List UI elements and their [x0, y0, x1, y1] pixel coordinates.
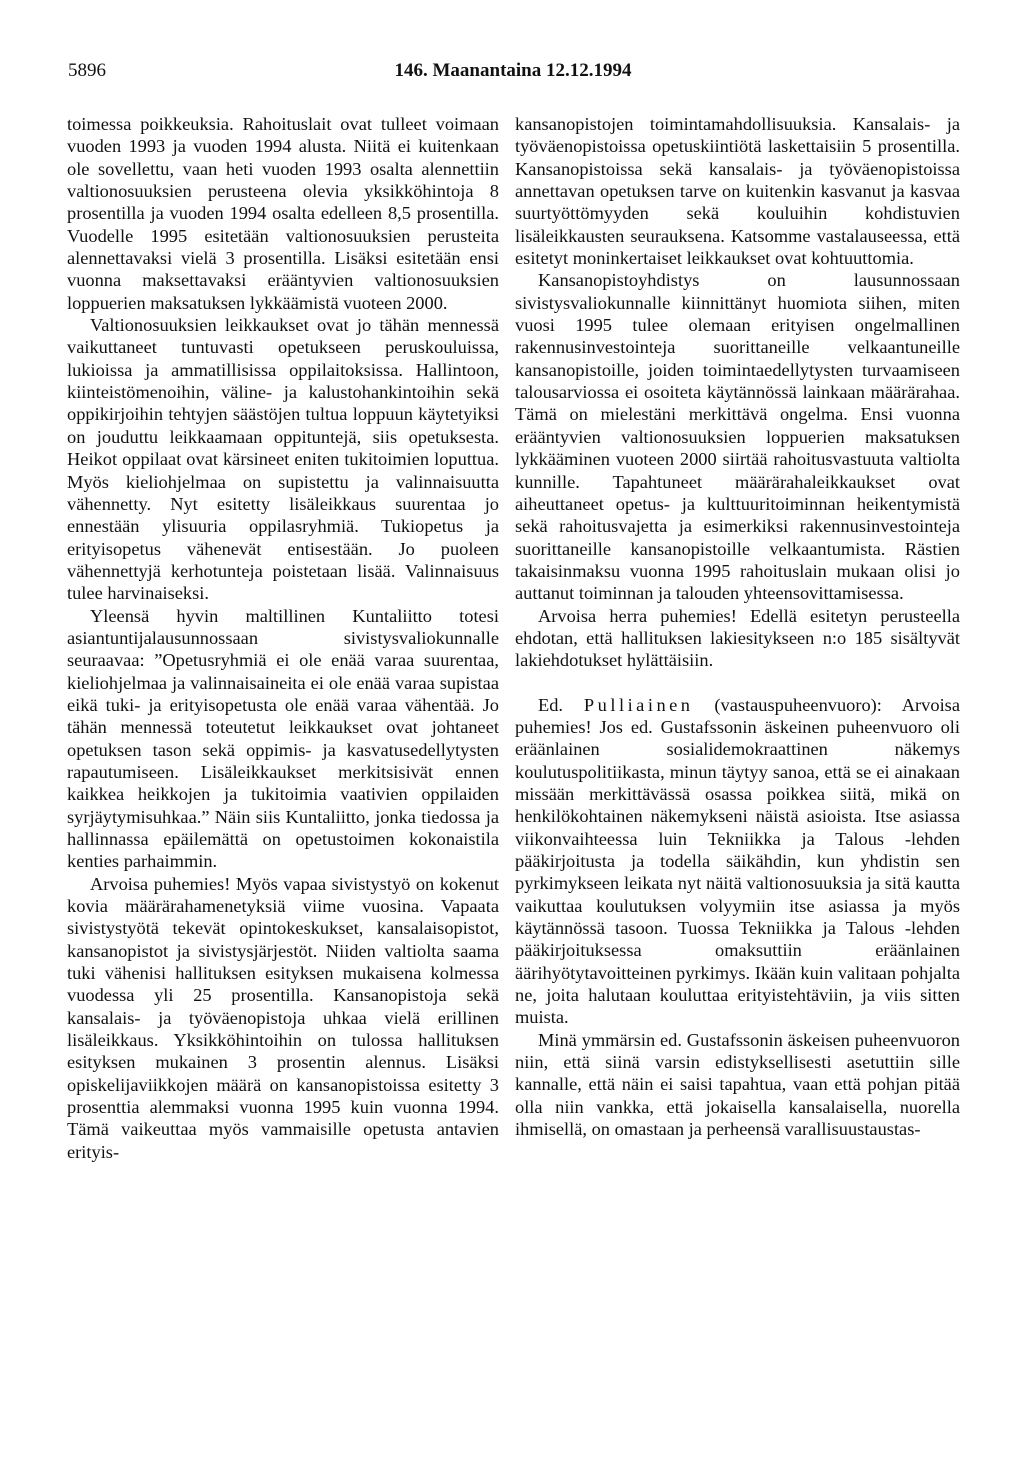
session-title: 146. Maanantaina 12.12.1994	[394, 60, 632, 81]
left-column	[67, 113, 499, 1163]
paragraph: kansanopistojen toimintamahdollisuuksia. Kansalais- ja työväenopistoissa opetuskiintiötä laskettaisiin 5 prosentilla. Kansanopistoissa sekä kansalais- ja työväenopistoissa annettavan opetuksen tarve on kuitenkin kasvanut ja kasvaa suurtyöttömyyden sekä kouluihin kohdistuvien lisäleikkausten seurauksena. Katsomme vastalauseessa, että esitetyt moninkertaiset leikkaukset ovat kohtuuttomia.	[515, 114, 960, 269]
paragraph: Yleensä hyvin maltillinen Kuntaliitto totesi asiantuntijalausunnossaan sivistysvaliokunnalle seuraavaa: ”Opetusryhmiä ei ole enää varaa suurentaa, kieliohjelmaa ja valinnaisaineita ei ole enää varaa supistaa eikä tuki- ja erityisopetusta ole enää varaa vähentää. Jo tähän mennessä toteutetut leikkaukset ovat johtaneet opetuksen tason sekä oppimis- ja kasvatusedellytysten rapautumiseen. Lisäleikkaukset merkitsisivät ennen kaikkea heikkojen ja tukitoimia vaativien oppilaiden syrjäytymisuhkaa.” Näin siis Kuntaliitto, jonka tiedossa ja hallinnassa epäilemättä on opetustoimen kokonaistila kenties parhaimmin.	[67, 605, 499, 872]
page-header	[68, 56, 958, 86]
paragraph: toimessa poikkeuksia. Rahoituslait ovat tulleet voimaan vuoden 1993 ja vuoden 1994 alusta. Niitä ei kuitenkaan ole sovellettu, vaan heti vuoden 1993 osalta alennettiin valtionosuuksien perusteena olevia yksikköhintoja 8 prosentilla ja vuoden 1994 osalta edelleen 8,5 prosentilla. Vuodelle 1995 esitetään valtionosuuksien perusteita alennettavaksi vielä 3 prosentilla. Lisäksi esitetään ensi vuonna maksettavaksi erääntyvien valtionosuuksien loppuerien maksatuksen lykkäämistä vuoteen 2000.	[67, 114, 499, 313]
right-column	[515, 113, 960, 1140]
paragraph: Kansanopistoyhdistys on lausunnossaan sivistysvaliokunnalle kiinnittänyt huomiota siihen, miten vuosi 1995 tulee olemaan erityisen ongelmallinen rakennusinvestointeja suorittaneille velkaantuneille kansanopistoille, joiden toimintaedellytysten turvaamiseen talousarviossa ei osoiteta käytännössä lainkaan määrärahaa. Tämä on mielestäni merkittävä ongelma. Ensi vuonna erääntyvien valtionosuuksien loppuerien maksatuksen lykkääminen vuoteen 2000 siirtää rahoitusvastuuta valtiolta kunnille. Tapahtuneet määrärahaleikkaukset ovat aiheuttaneet opetus- ja kulttuuritoiminnan heikentymistä sekä rahoitusvajetta ja esimerkiksi rakennusinvestointeja suorittaneille kansanopistoille velkaantumista. Rästien takaisinmaksu vuonna 1995 rahoituslain mukaan olisi jo auttanut toiminnan ja talouden yhteensovittamisessa.	[515, 270, 960, 604]
paragraph: Valtionosuuksien leikkaukset ovat jo tähän mennessä vaikuttaneet tuntuvasti opetukseen peruskouluissa, lukioissa ja ammatillisissa oppilaitoksissa. Hallintoon, kiinteistömenoihin, väline- ja kalustohankintoihin sekä oppikirjoihin tehtyjen säästöjen tultua loppuun käytetyiksi on jouduttu leikkaamaan oppituntejä, siis opetuksesta. Heikot oppilaat ovat kärsineet eniten tukitoimien loputtua. Myös kieliohjelmaa on supistettu ja valinnaisuutta vähennetty. Nyt esitetty lisäleikkaus suurentaa jo ennestään ylisuuria oppilasryhmiä. Tukiopetus ja erityisopetus vähenevät entisestään. Jo puoleen vähennettyjä kerhotunteja poistetaan lisää. Valinnaisuus tulee harvinaiseksi.	[67, 315, 499, 604]
speech-text: (vastauspuheenvuoro): Arvoisa puhemies! Jos ed. Gustafssonin äskeinen puheenvuoro oli eräänlainen sosialidemokraattinen näkemys koulutuspolitiikasta, minun täytyy sanoa, että se ei ainakaan missään merkittävässä osassa poikkea siitä, mikä on henkilökohtainen näkemykseni näistä asioista. Itse asiassa viikonvaihteessa luin Tekniikka ja Talous -lehden pääkirjoitusta ja todella säikähdin, kun yhdistin sen pyrkimykseen leikata nyt näitä valtionosuuksia ja sitä kautta vaikuttaa koulutuksen volyymiin itse asiassa ja myös käytännössä tasoon. Tuossa Tekniikka ja Talous -lehden pääkirjoituksessa omaksuttiin eräänlainen äärihyötytavoitteinen pyrkimys. Ikään kuin valitaan pohjalta ne, joita halutaan kouluttaa erityistehtäviin, ja viis sitten muista.	[515, 694, 960, 1028]
page-number: 5896	[68, 60, 106, 81]
paragraph: Arvoisa puhemies! Myös vapaa sivistystyö on kokenut kovia määrärahamenetyksiä viime vuosina. Vapaata sivistystyötä tekevät opintokeskukset, kansalaisopistot, kansanopistot ja sivistysjärjestöt. Niiden valtiolta saama tuki vähenisi hallituksen esityksen mukaisena kolmessa vuodessa yli 25 prosentilla. Kansanopistoja sekä kansalais- ja työväenopistoja uhkaa vielä erillinen lisäleikkaus. Yksikköhintoihin on tulossa hallituksen esityksen mukainen 3 prosentin alennus. Lisäksi opiskelijaviikkojen määrä on kansanopistoissa esitetty 3 prosenttia alemmaksi vuonna 1995 kuin vuonna 1994. Tämä vaikeuttaa myös vammaisille opetusta antavien erityis-	[67, 873, 499, 1162]
speech-prefix: Ed.	[538, 694, 584, 715]
speech-paragraph	[515, 694, 960, 1029]
paragraph: Arvoisa herra puhemies! Edellä esitetyn perusteella ehdotan, että hallituksen lakiesitykseen n:o 185 sisältyvät lakiehdotukset hylättäisiin.	[515, 605, 960, 671]
paragraph: Minä ymmärsin ed. Gustafssonin äskeisen puheenvuoron niin, että siinä varsin edistyksellisesti asetuttiin sille kannalle, että näin ei saisi tapahtua, vaan että pohjan pitää olla niin vankka, että jokaisella kansalaisella, nuorella ihmisellä, on omastaan ja perheensä varallisuustaustas-	[515, 1029, 960, 1140]
speaker-name: Pulliainen	[583, 694, 694, 715]
